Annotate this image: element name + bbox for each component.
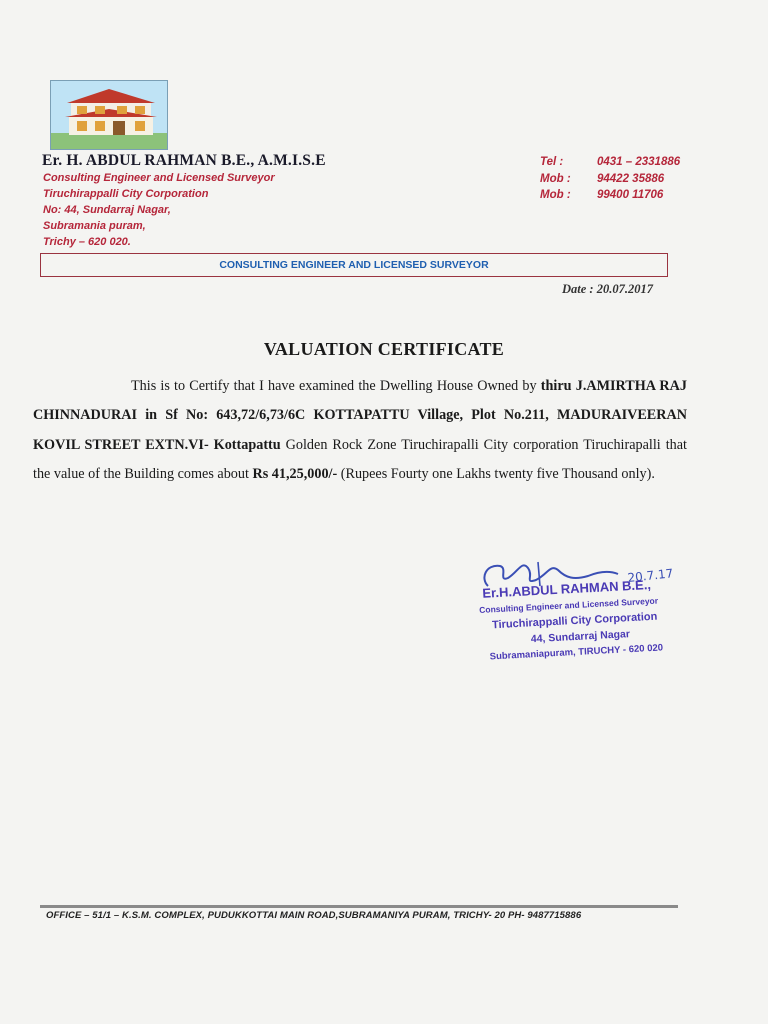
body-text: This is to Certify that I have examined the Dwelling House Owned by xyxy=(131,378,541,394)
contact-label: Mob : xyxy=(540,189,571,201)
header-banner: CONSULTING ENGINEER AND LICENSED SURVEYOR xyxy=(40,253,668,277)
signature-date: 20.7.17 xyxy=(626,566,674,585)
footer-address: OFFICE – 51/1 – K.S.M. COMPLEX, PUDUKKOTTAI MAIN ROAD,SUBRAMANIYA PURAM, TRICHY- 20 PH- 9487715886 xyxy=(46,910,582,921)
address-line: Tiruchirappalli City Corporation xyxy=(43,188,209,200)
contact-label: Tel : xyxy=(540,156,564,168)
address-line: Consulting Engineer and Licensed Surveyor xyxy=(43,172,275,184)
stamp-name: Er.H.ABDUL RAHMAN B.E., xyxy=(481,576,652,601)
engineer-name: Er. H. ABDUL RAHMAN B.E., A.M.I.S.E xyxy=(42,152,326,169)
stamp-line: 44, Sundarraj Nagar xyxy=(530,628,631,646)
certificate-body xyxy=(33,372,687,489)
body-value-amount: Rs 41,25,000/- xyxy=(252,465,338,482)
body-text: (Rupees Fourty one Lakhs twenty five Thousand only). xyxy=(337,465,655,482)
house-logo-image xyxy=(50,80,168,150)
address-line: Trichy – 620 020. xyxy=(43,236,131,248)
stamp-line: Subramaniapuram, TIRUCHY - 620 020 xyxy=(489,642,664,663)
address-line: No: 44, Sundarraj Nagar, xyxy=(43,204,171,216)
contact-value: 99400 11706 xyxy=(597,189,664,201)
body-text: Golden Rock Zone Tiruchirapalli City corporation Tiruchirapalli that the value of the Building comes about xyxy=(33,436,687,482)
certificate-date: Date : 20.07.2017 xyxy=(562,282,653,296)
contact-block xyxy=(540,154,680,204)
contact-label: Mob : xyxy=(540,172,571,185)
footer-divider xyxy=(40,905,678,908)
signature-stamp xyxy=(478,556,718,666)
engineer-address xyxy=(43,170,275,250)
stamp-line: Tiruchirappalli City Corporation xyxy=(491,610,658,632)
contact-value: 94422 35886 xyxy=(597,172,665,185)
stamp-text xyxy=(478,576,663,665)
contact-row-tel xyxy=(540,154,680,171)
address-line: Subramania puram, xyxy=(43,220,146,232)
contact-value: 0431 – 2331886 xyxy=(597,156,681,168)
contact-row-mob1 xyxy=(540,171,680,188)
certificate-title: VALUATION CERTIFICATE xyxy=(263,339,505,359)
stamp-line: Consulting Engineer and Licensed Surveyor xyxy=(478,595,659,615)
contact-row-mob2 xyxy=(540,187,680,204)
body-owner-property: thiru J.AMIRTHA RAJ CHINNADURAI in Sf No: 643,72/6,73/6C KOTTAPATTU Village, Plot No.211, MADURAIVEERAN KOVIL STREET EXTN.VI- Kottapattu xyxy=(33,378,688,453)
